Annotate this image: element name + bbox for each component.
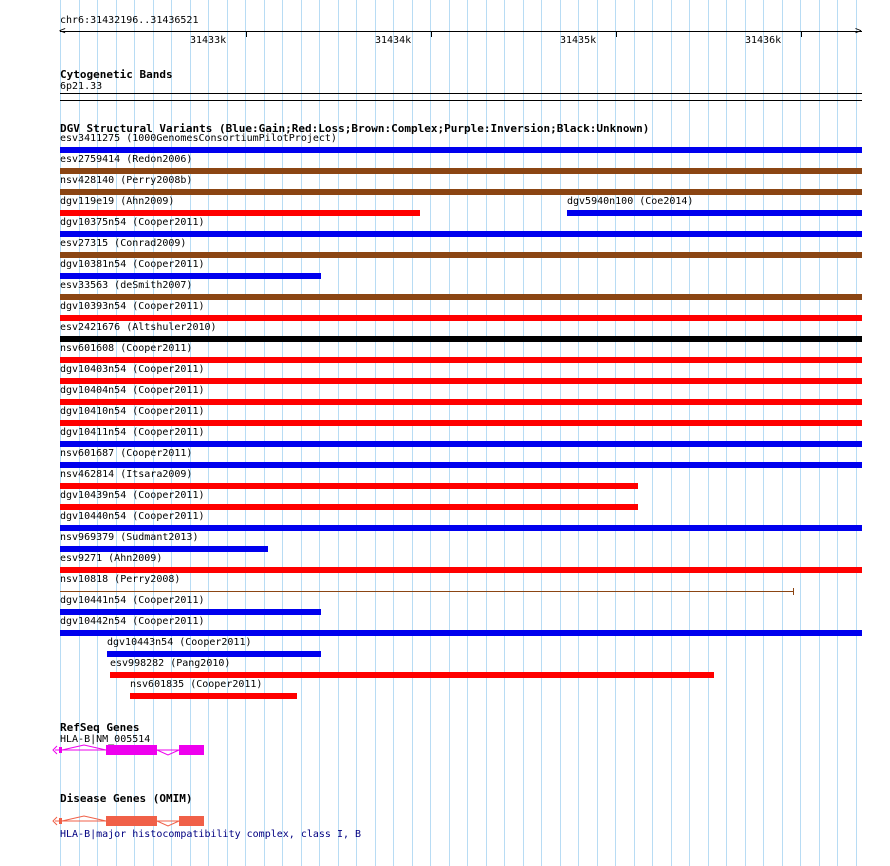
ruler-tick-label: 31434k xyxy=(375,35,412,46)
grid-line xyxy=(745,0,746,866)
ruler-tick xyxy=(801,32,802,37)
variant-bar[interactable] xyxy=(130,693,297,699)
variant-label: esv2759414 (Redon2006) xyxy=(60,154,193,165)
variant-bar[interactable] xyxy=(60,525,862,531)
variant-label: dgv10381n54 (Cooper2011) xyxy=(60,259,205,270)
refseq-track-title: RefSeq Genes xyxy=(60,721,140,734)
variant-label: nsv601835 (Cooper2011) xyxy=(130,679,263,690)
ruler-left-arrow-icon: < xyxy=(59,24,66,37)
cytoband-bar[interactable] xyxy=(60,93,862,101)
variant-bar[interactable] xyxy=(60,147,862,153)
ruler-tick xyxy=(616,32,617,37)
cytoband-label: 6p21.33 xyxy=(60,81,103,92)
variant-bar[interactable] xyxy=(60,420,862,426)
variant-bar[interactable] xyxy=(60,630,862,636)
dgv-track-title: DGV Structural Variants (Blue:Gain;Red:Loss;Brown:Complex;Purple:Inversion;Black:Unknown) xyxy=(60,122,650,135)
variant-label: dgv10403n54 (Cooper2011) xyxy=(60,364,205,375)
cytoband-track-title: Cytogenetic Bands xyxy=(60,68,173,81)
variant-label: dgv10443n54 (Cooper2011) xyxy=(107,637,252,648)
variant-label: esv998282 (Pang2010) xyxy=(110,658,231,669)
variant-bar[interactable] xyxy=(60,546,268,552)
grid-line xyxy=(671,0,672,866)
grid-line xyxy=(708,0,709,866)
variant-bar[interactable] xyxy=(60,567,862,573)
variant-label: nsv969379 (Sudmant2013) xyxy=(60,532,199,543)
variant-bar[interactable] xyxy=(60,252,862,258)
variant-bar[interactable] xyxy=(60,504,638,510)
ruler-tick-label: 31433k xyxy=(190,35,227,46)
variant-bar[interactable] xyxy=(60,399,862,405)
grid-line xyxy=(726,0,727,866)
utr-block xyxy=(59,747,62,753)
ruler-right-arrow-icon: > xyxy=(855,24,862,37)
ruler-line xyxy=(60,31,862,32)
variant-label: nsv10818 (Perry2008) xyxy=(60,574,181,585)
variant-bar[interactable] xyxy=(60,591,794,592)
grid-line xyxy=(800,0,801,866)
variant-bar[interactable] xyxy=(60,315,862,321)
intron-line xyxy=(62,816,106,821)
variant-bar[interactable] xyxy=(107,651,321,657)
intron-line xyxy=(157,821,179,826)
intron-line xyxy=(157,750,179,755)
grid-line xyxy=(763,0,764,866)
omim-gene-model[interactable] xyxy=(50,813,210,829)
omim-gene-label[interactable]: HLA-B|major histocompatibility complex, class I, B xyxy=(60,829,362,840)
ruler-tick xyxy=(246,32,247,37)
omim-track-title: Disease Genes (OMIM) xyxy=(60,792,193,805)
variant-bar[interactable] xyxy=(60,210,420,216)
ruler-tick-label: 31436k xyxy=(745,35,782,46)
ruler-tick-label: 31435k xyxy=(560,35,597,46)
variant-label: nsv428140 (Perry2008b) xyxy=(60,175,193,186)
variant-bar[interactable] xyxy=(60,483,638,489)
variant-bar[interactable] xyxy=(60,168,862,174)
grid-line xyxy=(819,0,820,866)
variant-label: dgv10404n54 (Cooper2011) xyxy=(60,385,205,396)
grid-line xyxy=(652,0,653,866)
intron-line xyxy=(62,745,106,750)
variant-label: esv2421676 (Altshuler2010) xyxy=(60,322,217,333)
variant-bar[interactable] xyxy=(60,231,862,237)
variant-label: nsv462814 (Itsara2009) xyxy=(60,469,193,480)
variant-bar[interactable] xyxy=(60,462,862,468)
variant-label: esv33563 (deSmith2007) xyxy=(60,280,193,291)
variant-label: dgv10411n54 (Cooper2011) xyxy=(60,427,205,438)
variant-label: esv3411275 (1000GenomesConsortiumPilotProject) xyxy=(60,133,337,144)
variant-label: dgv5940n100 (Coe2014) xyxy=(567,196,694,207)
grid-line xyxy=(689,0,690,866)
variant-bar[interactable] xyxy=(60,609,321,615)
variant-label: dgv10410n54 (Cooper2011) xyxy=(60,406,205,417)
variant-label: nsv601608 (Cooper2011) xyxy=(60,343,193,354)
variant-bar[interactable] xyxy=(60,378,862,384)
variant-label: dgv10440n54 (Cooper2011) xyxy=(60,511,205,522)
variant-label: dgv10439n54 (Cooper2011) xyxy=(60,490,205,501)
variant-bar[interactable] xyxy=(567,210,862,216)
refseq-gene-label: HLA-B|NM_005514 xyxy=(60,734,151,745)
refseq-gene-model[interactable] xyxy=(50,742,210,758)
variant-label: dgv10441n54 (Cooper2011) xyxy=(60,595,205,606)
variant-label: esv9271 (Ahn2009) xyxy=(60,553,163,564)
variant-bar[interactable] xyxy=(60,357,862,363)
variant-label: dgv10375n54 (Cooper2011) xyxy=(60,217,205,228)
variant-label: nsv601687 (Cooper2011) xyxy=(60,448,193,459)
exon-block xyxy=(106,745,157,755)
variant-bar[interactable] xyxy=(60,336,862,342)
exon-block xyxy=(179,816,204,826)
variant-bar[interactable] xyxy=(60,273,321,279)
variant-bar[interactable] xyxy=(60,189,862,195)
ruler-tick xyxy=(431,32,432,37)
exon-block xyxy=(106,816,157,826)
variant-label: dgv119e19 (Ahn2009) xyxy=(60,196,175,207)
variant-label: esv27315 (Conrad2009) xyxy=(60,238,187,249)
cytoband-edge-bottom xyxy=(60,100,862,101)
variant-label: dgv10393n54 (Cooper2011) xyxy=(60,301,205,312)
grid-line xyxy=(856,0,857,866)
locus-label: chr6:31432196..31436521 xyxy=(60,15,199,26)
variant-bar[interactable] xyxy=(110,672,714,678)
exon-block xyxy=(179,745,204,755)
variant-bar[interactable] xyxy=(60,294,862,300)
cytoband-edge-top xyxy=(60,93,862,94)
grid-line xyxy=(837,0,838,866)
variant-bar[interactable] xyxy=(60,441,862,447)
grid-line xyxy=(782,0,783,866)
variant-label: dgv10442n54 (Cooper2011) xyxy=(60,616,205,627)
utr-block xyxy=(59,818,62,824)
